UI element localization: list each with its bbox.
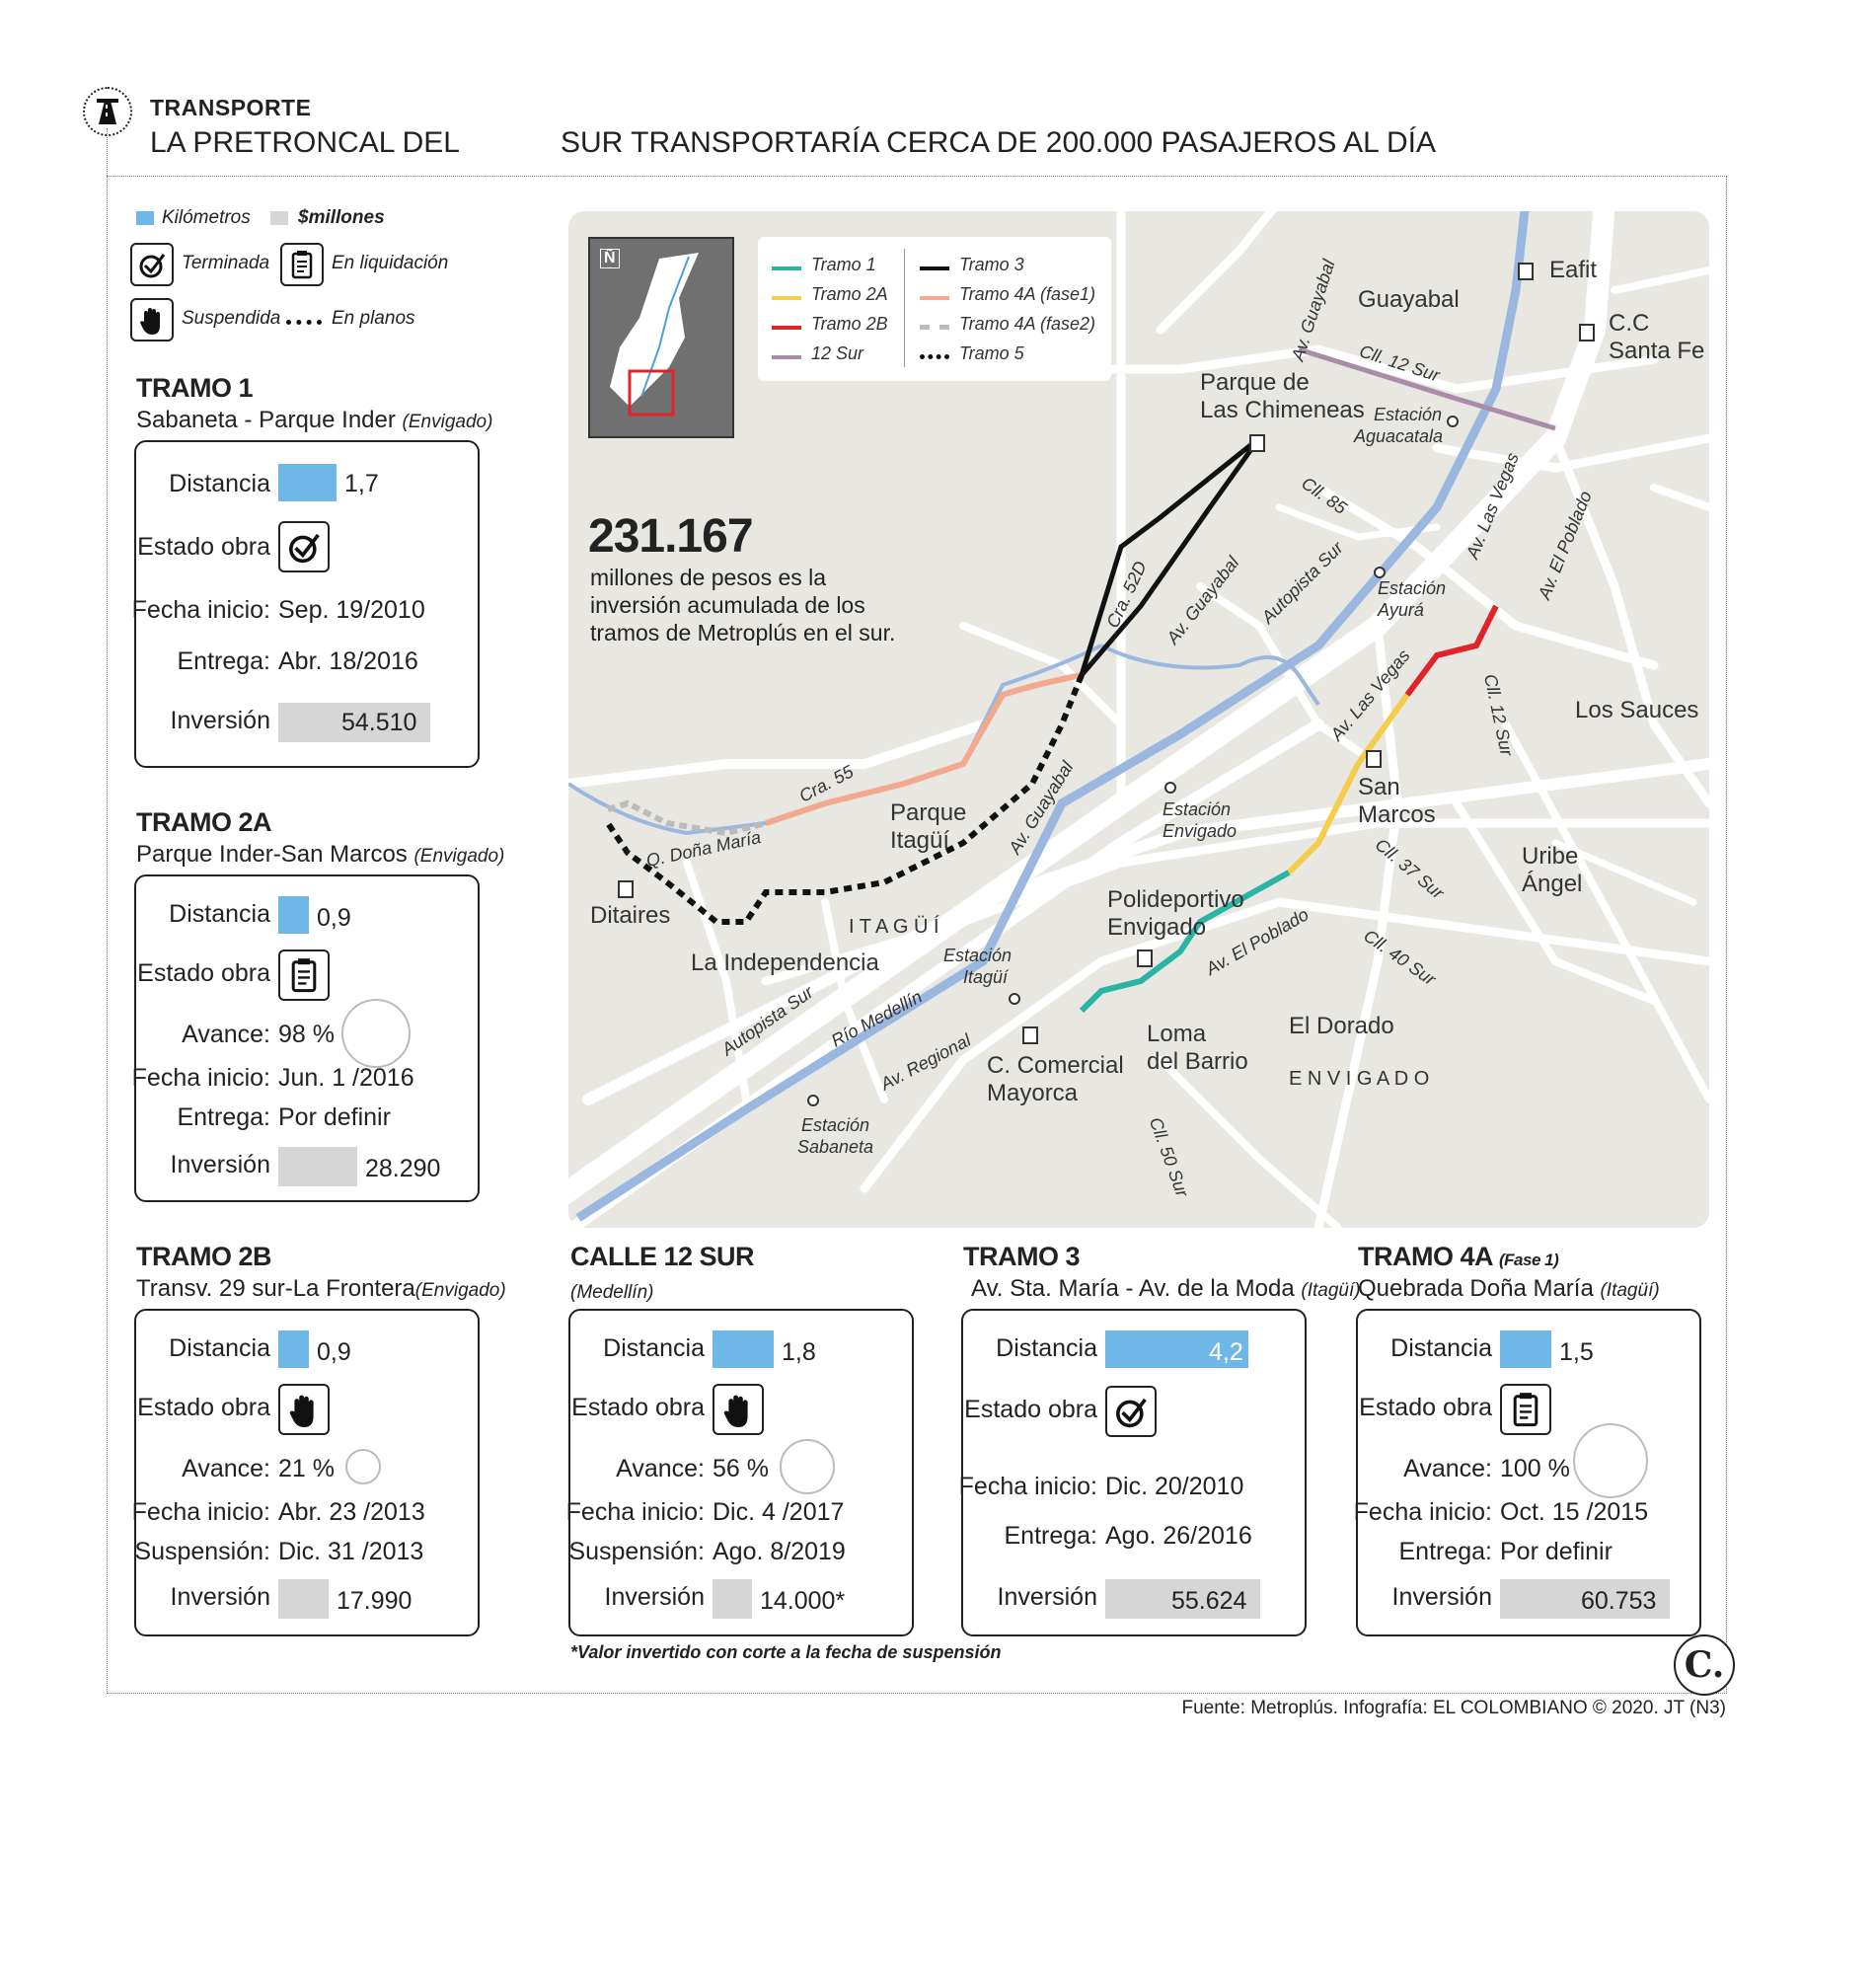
- inversion-bar: [278, 1147, 357, 1186]
- fecha-inicio-label: Fecha inicio:: [565, 1498, 705, 1526]
- map-legend: [758, 237, 1111, 381]
- inversion-value: 55.624: [1171, 1587, 1247, 1615]
- avance-value: 98 %: [278, 1021, 335, 1048]
- avance-ring: [345, 1449, 381, 1484]
- street-rio-medellin: Río Medellín: [827, 986, 926, 1051]
- legend-tramo2a-swatch: [772, 296, 801, 300]
- street-av-las-vegas-north: Av. Las Vegas: [1462, 449, 1523, 562]
- tramo2a-subtitle: Parque Inder-San Marcos (Envigado): [136, 841, 505, 868]
- tramo2b-subtitle: Transv. 29 sur-La Frontera(Envigado): [136, 1275, 506, 1302]
- place-sanmarcos-1: San: [1358, 774, 1400, 800]
- fecha-inicio-value: Oct. 15 /2015: [1500, 1498, 1649, 1526]
- tramo4a-card: [1353, 1309, 1701, 1636]
- place-polideportivo-2: Envigado: [1107, 914, 1207, 941]
- section-logo: [83, 87, 132, 136]
- inversion-value: 60.753: [1581, 1587, 1657, 1615]
- suspension-label: Suspensión:: [568, 1538, 705, 1565]
- km-value: 1,8: [782, 1338, 816, 1366]
- avance-value: 21 %: [278, 1455, 335, 1482]
- tramo4a-title: TRAMO 4A (Fase 1): [1358, 1242, 1559, 1271]
- hand-stop-icon: [713, 1384, 764, 1435]
- station-ayura-2: Ayurá: [1378, 600, 1424, 620]
- clipboard-icon: [280, 243, 324, 286]
- place-dorado: El Dorado: [1289, 1013, 1394, 1039]
- north-icon: Ñ: [600, 249, 620, 268]
- place-loma-2: del Barrio: [1147, 1048, 1248, 1075]
- avance-ring: [341, 999, 411, 1068]
- inversion-bar: [278, 1579, 329, 1619]
- inversion-label: Inversión: [170, 1583, 270, 1611]
- fecha-inicio-value: Abr. 23 /2013: [278, 1498, 425, 1526]
- station-aguacatala-1: Estación: [1374, 405, 1443, 424]
- clipboard-icon: [278, 949, 330, 1001]
- street-cll-12-sur-south: Cll. 12 Sur: [1479, 672, 1518, 758]
- entrega-value: Ago. 26/2016: [1105, 1522, 1252, 1550]
- check-icon: [130, 243, 174, 286]
- entrega-value: Abr. 18/2016: [278, 647, 418, 675]
- legend-tramo1-label: Tramo 1: [811, 255, 876, 274]
- place-eafit: Eafit: [1549, 257, 1598, 283]
- estado-label: Estado obra: [137, 533, 270, 561]
- km-value: 4,2: [1209, 1338, 1243, 1366]
- legend-tramo3-label: Tramo 3: [959, 255, 1024, 274]
- street-cll-50-sur: Cll. 50 Sur: [1145, 1114, 1193, 1200]
- inversion-label: Inversión: [997, 1583, 1097, 1611]
- investment-text-2: inversión acumulada de los: [590, 592, 865, 618]
- inversion-label: Inversión: [604, 1583, 705, 1611]
- fecha-inicio-label: Fecha inicio:: [131, 1064, 270, 1092]
- calle12sur-title: CALLE 12 SUR: [570, 1242, 755, 1271]
- street-autopista-sur-south: Autopista Sur: [717, 981, 817, 1060]
- investment-text-1: millones de pesos es la: [590, 565, 827, 590]
- entrega-value: Por definir: [1500, 1538, 1613, 1565]
- entrega-label: Entrega:: [1398, 1538, 1492, 1565]
- street-cll-12-sur-north: Cll. 12 Sur: [1357, 341, 1443, 386]
- page-title-left: LA PRETRONCAL DEL: [150, 126, 460, 159]
- inversion-bar: [713, 1579, 752, 1619]
- station-envigado-1: Estación: [1163, 799, 1232, 819]
- place-santafe: Santa Fe: [1609, 338, 1705, 364]
- legend-money-swatch: [270, 211, 288, 225]
- fecha-inicio-label: Fecha inicio:: [131, 596, 270, 624]
- inversion-value: 54.510: [341, 709, 417, 736]
- entrega-label: Entrega:: [1004, 1522, 1097, 1550]
- building-icon: [618, 880, 634, 898]
- legend-tramo4a2-swatch: [920, 325, 949, 330]
- street-av-guayabal-north: Av. Guayabal: [1287, 257, 1339, 364]
- legend-12sur-swatch: [772, 355, 801, 359]
- estado-label: Estado obra: [1359, 1394, 1492, 1421]
- estado-label: Estado obra: [571, 1394, 705, 1421]
- tramo2a-card: [131, 874, 480, 1202]
- legend-tramo4a2-label: Tramo 4A (fase2): [959, 314, 1096, 334]
- investment-total: 231.167: [588, 510, 753, 563]
- distancia-label: Distancia: [169, 470, 270, 497]
- inversion-value: 14.000*: [760, 1587, 846, 1615]
- legend-tramo2b-swatch: [772, 326, 801, 330]
- tramo2a-title: TRAMO 2A: [136, 807, 271, 837]
- avance-ring: [780, 1439, 835, 1494]
- building-icon: [1579, 324, 1595, 342]
- station-envigado-2: Envigado: [1163, 821, 1238, 841]
- station-itagui-2: Itagüí: [963, 967, 1009, 987]
- legend-suspendida-label: Suspendida: [182, 308, 281, 329]
- station-sabaneta-2: Sabaneta: [797, 1137, 874, 1157]
- inversion-value: 28.290: [365, 1155, 441, 1182]
- road-icon: [85, 89, 130, 134]
- place-chimeneas-1: Parque de: [1200, 369, 1310, 396]
- place-uribe-2: Ángel: [1522, 871, 1583, 897]
- place-envigado: E N V I G A D O: [1289, 1068, 1430, 1090]
- hand-stop-icon: [278, 1384, 330, 1435]
- legend-dotted-line: [286, 320, 322, 325]
- station-itagui-1: Estación: [943, 946, 1013, 965]
- estado-label: Estado obra: [137, 959, 270, 987]
- estado-label: Estado obra: [964, 1396, 1097, 1423]
- place-mayorca-2: Mayorca: [987, 1080, 1079, 1106]
- tramo3-card: [958, 1309, 1307, 1636]
- street-av-las-vegas-south: Av. Las Vegas: [1326, 645, 1414, 745]
- km-bar: [278, 1330, 309, 1368]
- street-autopista-sur-north: Autopista Sur: [1257, 537, 1347, 628]
- tramo3-title: TRAMO 3: [963, 1242, 1080, 1271]
- tramo1-title: TRAMO 1: [136, 373, 253, 403]
- place-loma-1: Loma: [1147, 1021, 1207, 1047]
- street-cll-40-sur: Cll. 40 Sur: [1360, 925, 1440, 990]
- legend-tramo2a-label: Tramo 2A: [811, 284, 888, 304]
- inversion-value: 17.990: [337, 1587, 413, 1615]
- fecha-inicio-value: Dic. 4 /2017: [713, 1498, 845, 1526]
- legend-tramo2b-label: Tramo 2B: [811, 314, 888, 334]
- station-ayura-1: Estación: [1378, 578, 1447, 598]
- section-label: TRANSPORTE: [150, 95, 312, 120]
- source-credit: Fuente: Metroplús. Infografía: EL COLOMBIANO © 2020. JT (N3): [1181, 1698, 1726, 1718]
- avance-label: Avance:: [616, 1455, 705, 1482]
- street-av-el-poblado-south: Av. El Poblado: [1202, 904, 1313, 979]
- street-q-dona-maria: Q. Doña María: [644, 826, 763, 872]
- estado-label: Estado obra: [137, 1394, 270, 1421]
- street-av-guayabal-mid: Av. Guayabal: [1163, 553, 1243, 648]
- legend-tramo3-swatch: [920, 266, 949, 270]
- calle12sur-card: [565, 1309, 914, 1636]
- km-value: 0,9: [317, 1338, 351, 1366]
- avance-label: Avance:: [182, 1455, 270, 1482]
- avance-value: 100 %: [1500, 1455, 1570, 1482]
- map-roads: [568, 211, 1709, 1228]
- entrega-value: Por definir: [278, 1103, 391, 1131]
- avance-ring: [1573, 1423, 1648, 1498]
- km-bar: [278, 896, 309, 934]
- station-aguacatala-2: Aguacatala: [1354, 426, 1444, 446]
- place-sauces: Los Sauces: [1575, 697, 1699, 723]
- legend-12sur-label: 12 Sur: [811, 343, 864, 363]
- legend-tramo5-label: Tramo 5: [959, 343, 1024, 363]
- tramo2b-card: [131, 1309, 480, 1636]
- building-icon: [1366, 750, 1382, 768]
- locator-shape: [590, 239, 732, 436]
- legend-divider: [904, 249, 905, 367]
- header-rule: [107, 128, 108, 178]
- distancia-label: Distancia: [1390, 1334, 1492, 1362]
- investment-text-3: tramos de Metroplús en el sur.: [590, 620, 896, 645]
- clipboard-icon: [1500, 1384, 1551, 1435]
- entrega-label: Entrega:: [177, 647, 270, 675]
- locator-map: [588, 237, 734, 438]
- km-value: 1,5: [1559, 1338, 1594, 1366]
- place-mayorca-1: C. Comercial: [987, 1052, 1124, 1079]
- street-cll-37-sur: Cll. 37 Sur: [1371, 834, 1448, 903]
- place-independencia: La Independencia: [691, 949, 879, 976]
- place-parque-itagui-2: Itagüí: [890, 827, 950, 854]
- legend-terminada-label: Terminada: [182, 253, 270, 273]
- place-sanmarcos-2: Marcos: [1358, 801, 1436, 828]
- page-title-right: SUR TRANSPORTARÍA CERCA DE 200.000 PASAJEROS AL DÍA: [561, 126, 1436, 159]
- km-bar: [713, 1330, 774, 1368]
- inversion-label: Inversión: [170, 1151, 270, 1178]
- tramo1-card: [131, 440, 480, 768]
- legend-planos-label: En planos: [332, 308, 415, 329]
- fecha-inicio-value: Jun. 1 /2016: [278, 1064, 414, 1092]
- entrega-label: Entrega:: [177, 1103, 270, 1131]
- legend-liquidacion-label: En liquidación: [332, 253, 449, 273]
- building-icon: [1249, 434, 1265, 452]
- place-ditaires: Ditaires: [590, 902, 671, 929]
- tramo4a-subtitle: Quebrada Doña María (Itagüí): [1358, 1275, 1660, 1302]
- fecha-inicio-value: Dic. 20/2010: [1105, 1473, 1244, 1500]
- street-av-guayabal-south: Av. Guayabal: [1005, 757, 1078, 858]
- hand-stop-icon: [130, 298, 174, 342]
- km-value: 0,9: [317, 904, 351, 932]
- legend-km-label: Kilómetros: [162, 207, 251, 228]
- place-parque-itagui-1: Parque: [890, 799, 967, 826]
- km-bar: [1500, 1330, 1551, 1368]
- legend-tramo5-swatch: [920, 354, 949, 359]
- inversion-label: Inversión: [170, 707, 270, 734]
- distancia-label: Distancia: [169, 900, 270, 928]
- tramo2b-title: TRAMO 2B: [136, 1242, 271, 1271]
- avance-label: Avance:: [182, 1021, 270, 1048]
- check-icon: [278, 521, 330, 572]
- map-panel: [568, 211, 1709, 1228]
- street-cra-52d: Cra. 52D: [1102, 558, 1151, 632]
- footnote: *Valor invertido con corte a la fecha de suspensión: [570, 1642, 1002, 1662]
- inversion-label: Inversión: [1391, 1583, 1492, 1611]
- place-polideportivo-1: Polideportivo: [1107, 886, 1244, 913]
- legend-tramo4a1-swatch: [920, 296, 949, 300]
- fecha-inicio-label: Fecha inicio:: [131, 1498, 270, 1526]
- legend-km-swatch: [136, 211, 154, 225]
- avance-value: 56 %: [713, 1455, 769, 1482]
- fecha-inicio-label: Fecha inicio:: [958, 1473, 1097, 1500]
- calle12sur-place: (Medellín): [570, 1282, 654, 1303]
- publisher-logo: C.: [1674, 1634, 1735, 1696]
- place-chimeneas-2: Las Chimeneas: [1200, 397, 1365, 423]
- place-cc: C.C: [1609, 310, 1650, 337]
- distancia-label: Distancia: [169, 1334, 270, 1362]
- fecha-inicio-label: Fecha inicio:: [1353, 1498, 1492, 1526]
- street-av-el-poblado-north: Av. El Poblado: [1534, 488, 1596, 603]
- legend-tramo4a1-label: Tramo 4A (fase1): [959, 284, 1096, 304]
- km-bar: [278, 464, 337, 501]
- tramo3-subtitle: Av. Sta. María - Av. de la Moda (Itagüí): [971, 1275, 1361, 1302]
- tramo1-subtitle: Sabaneta - Parque Inder (Envigado): [136, 407, 493, 433]
- suspension-value: Ago. 8/2019: [713, 1538, 846, 1565]
- place-itagui: I T A G Ü Í: [849, 916, 939, 938]
- building-icon: [1137, 949, 1153, 967]
- street-cra-55: Cra. 55: [795, 761, 858, 806]
- distancia-label: Distancia: [996, 1334, 1097, 1362]
- building-icon: [1518, 263, 1534, 280]
- suspension-label: Suspensión:: [134, 1538, 270, 1565]
- km-value: 1,7: [344, 470, 379, 497]
- place-uribe-1: Uribe: [1522, 843, 1579, 870]
- building-icon: [1022, 1026, 1038, 1044]
- distancia-label: Distancia: [603, 1334, 705, 1362]
- fecha-inicio-value: Sep. 19/2010: [278, 596, 425, 624]
- place-guayabal: Guayabal: [1358, 286, 1460, 313]
- check-icon: [1105, 1386, 1157, 1437]
- suspension-value: Dic. 31 /2013: [278, 1538, 424, 1565]
- street-av-regional: Av. Regional: [876, 1029, 974, 1095]
- station-sabaneta-1: Estación: [801, 1115, 870, 1135]
- street-cll-85: Cll. 85: [1298, 473, 1351, 518]
- avance-label: Avance:: [1403, 1455, 1492, 1482]
- legend-tramo1-swatch: [772, 266, 801, 270]
- legend-money-label: $millones: [298, 207, 385, 228]
